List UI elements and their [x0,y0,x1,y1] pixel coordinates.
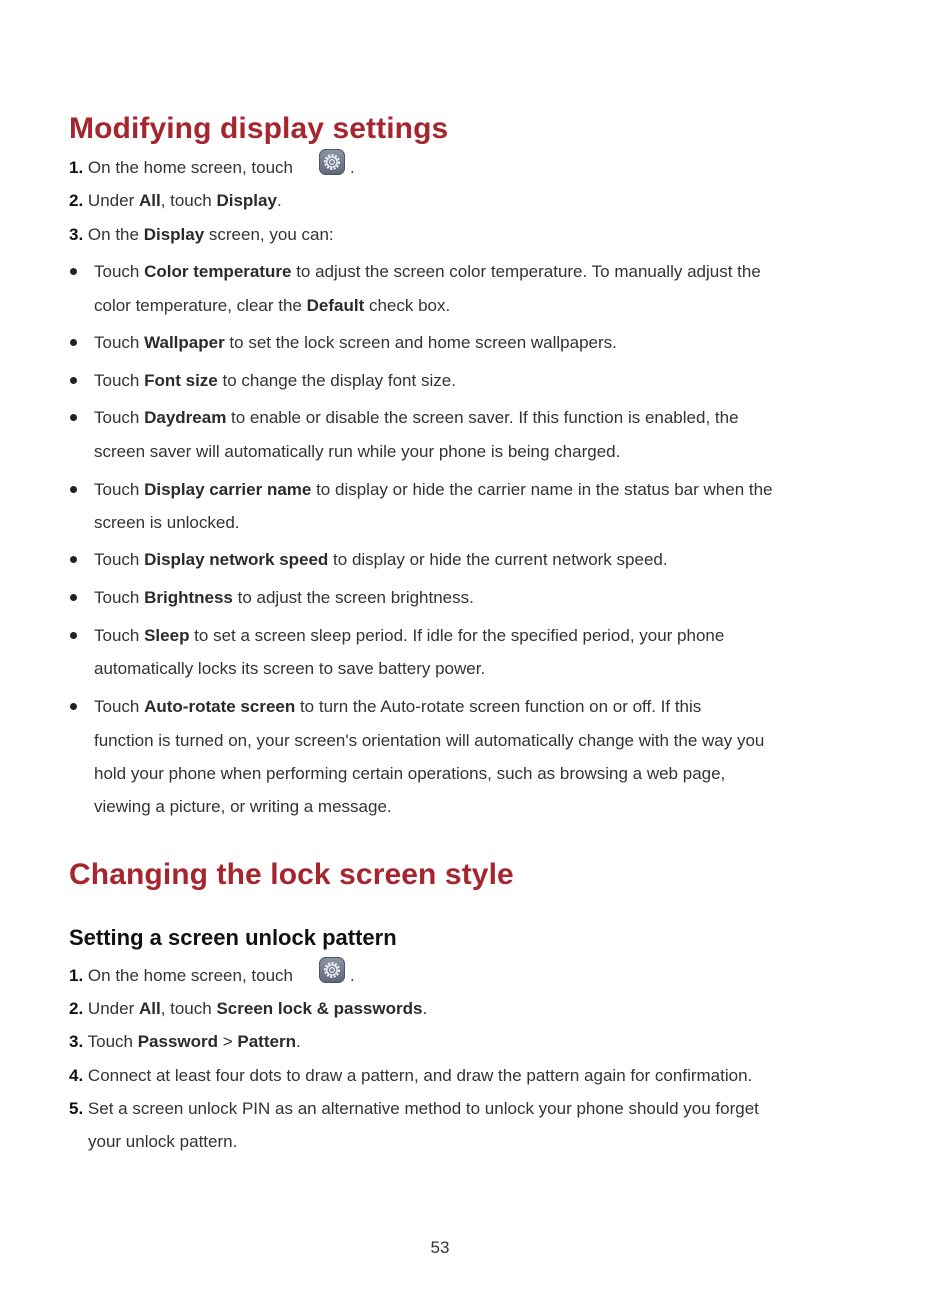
step-number: 1. [69,966,84,985]
option-name: Brightness [144,588,233,607]
section-title-display-settings: Modifying display settings [69,112,449,145]
bullet-text: to adjust the screen brightness. [232,588,474,607]
step-text: On the home screen, touch [87,966,293,985]
bullet-daydream-line2: screen saver will automatically run while your phone is being charged. [94,442,621,461]
bullet-text: to set a screen sleep period. If idle for the specified period, your phone [189,626,725,645]
menu-all: All [138,191,161,210]
step-text: On the home screen, touch [87,158,293,177]
option-name: Wallpaper [144,333,225,352]
option-name: Display network speed [144,550,329,569]
bullet-dot [70,339,77,346]
bullet-dot [70,632,77,639]
bullet-dot [70,556,77,563]
step-text: , touch [160,999,217,1018]
step-3 [69,1032,301,1052]
step-1-period: . [350,158,355,177]
bullet-text: Touch [94,588,145,607]
step-number: 4. [69,1066,84,1085]
step-text: > [218,1032,238,1051]
option-name: Font size [144,371,218,390]
step-2 [69,999,427,1019]
bullet-text: Touch [94,371,145,390]
menu-display: Display [143,225,205,244]
bullet-text: to set the lock screen and home screen wallpapers. [224,333,617,352]
step-text: Set a screen unlock PIN as an alternative method to unlock your phone should you forget [87,1099,759,1118]
step-5-line2: your unlock pattern. [88,1132,238,1151]
page-number: 53 [430,1238,450,1257]
bullet-text: color temperature, clear the [94,296,307,315]
bullet-text: Touch [94,550,145,569]
menu-screen-lock: Screen lock & passwords [216,999,423,1018]
bullet-text: check box. [364,296,451,315]
settings-gear-icon [319,149,345,175]
bullet-text: Touch [94,408,145,427]
step-number: 1. [69,158,84,177]
bullet-display-network-speed [94,550,668,570]
bullet-sleep [94,626,724,646]
bullet-auto-rotate [94,697,701,717]
bullet-dot [70,486,77,493]
bullet-dot [70,594,77,601]
bullet-display-carrier-name-line2: screen is unlocked. [94,513,240,532]
bullet-text: Touch [94,333,145,352]
option-name: Auto-rotate screen [144,697,296,716]
option-name: Display carrier name [144,480,312,499]
option-name: Daydream [144,408,227,427]
bullet-color-temperature-line2 [94,296,450,316]
menu-all: All [138,999,161,1018]
step-number: 3. [69,1032,84,1051]
step-text: Under [87,999,139,1018]
menu-password: Password [137,1032,219,1051]
bullet-font-size [94,371,456,391]
bullet-auto-rotate-line2: function is turned on, your screen's orientation will automatically change with the way you [94,731,765,750]
step-number: 2. [69,999,84,1018]
bullet-text: Touch [94,480,145,499]
bullet-daydream [94,408,739,428]
step-text: Touch [87,1032,138,1051]
settings-gear-icon [319,957,345,983]
bullet-wallpaper [94,333,617,353]
option-name: Sleep [144,626,190,645]
bullet-text: to enable or disable the screen saver. If this function is enabled, the [226,408,739,427]
bullet-text: Touch [94,262,145,281]
bullet-brightness [94,588,474,608]
bullet-text: Touch [94,626,145,645]
step-text: , touch [160,191,217,210]
bullet-text: to display or hide the carrier name in the status bar when the [311,480,773,499]
step-text: . [276,191,282,210]
bullet-text: Touch [94,697,145,716]
step-text: . [295,1032,301,1051]
bullet-text: to turn the Auto-rotate screen function on or off. If this [295,697,702,716]
section-title-lock-screen: Changing the lock screen style [69,858,514,891]
step-text: . [422,999,428,1018]
step-number: 3. [69,225,84,244]
menu-display: Display [216,191,277,210]
step-4 [69,1066,752,1086]
step-5 [69,1099,759,1119]
bullet-auto-rotate-line3: hold your phone when performing certain operations, such as browsing a web page, [94,764,726,783]
step-3 [69,225,334,245]
bullet-text: to adjust the screen color temperature. To manually adjust the [291,262,761,281]
bullet-display-carrier-name [94,480,773,500]
bullet-dot [70,703,77,710]
step-number: 5. [69,1099,84,1118]
menu-pattern: Pattern [237,1032,296,1051]
option-name: Default [306,296,365,315]
step-text: Connect at least four dots to draw a pattern, and draw the pattern again for confirmation. [87,1066,753,1085]
bullet-auto-rotate-line4: viewing a picture, or writing a message. [94,797,392,816]
bullet-text: to change the display font size. [217,371,456,390]
bullet-dot [70,377,77,384]
step-1-period: . [350,966,355,985]
step-1 [69,966,293,986]
bullet-color-temperature [94,262,761,282]
step-text: On the [87,225,144,244]
step-text: Under [87,191,139,210]
bullet-text: to display or hide the current network speed. [328,550,668,569]
bullet-dot [70,268,77,275]
subsection-title-unlock-pattern: Setting a screen unlock pattern [69,925,397,950]
option-name: Color temperature [144,262,292,281]
step-number: 2. [69,191,84,210]
step-text: screen, you can: [204,225,334,244]
step-1 [69,158,293,178]
bullet-dot [70,414,77,421]
step-2 [69,191,282,211]
bullet-sleep-line2: automatically locks its screen to save battery power. [94,659,486,678]
